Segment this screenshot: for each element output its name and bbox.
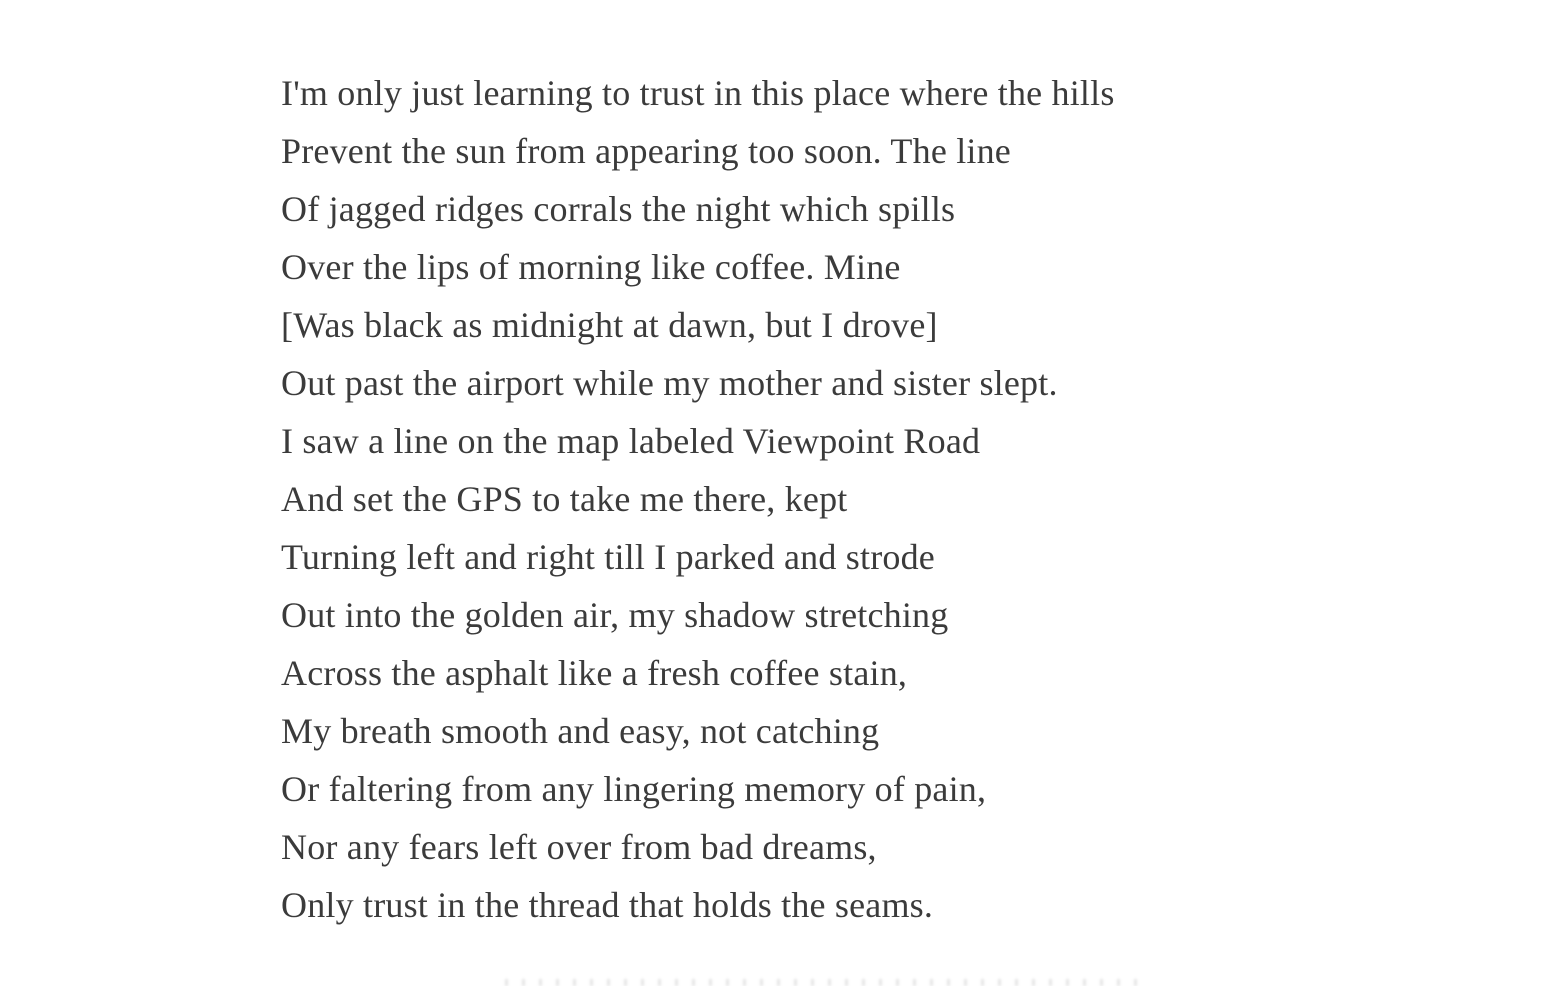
poem-line: Across the asphalt like a fresh coffee stain, [281,653,908,693]
poem-line: My breath smooth and easy, not catching [281,711,880,751]
clipped-next-line-fragment [505,979,1145,986]
poem-line: Or faltering from any lingering memory of pain, [281,769,987,809]
poem-line: Out into the golden air, my shadow stretching [281,595,949,635]
poem-line: I saw a line on the map labeled Viewpoint Road [281,421,981,461]
poem-line: Over the lips of morning like coffee. Mine [281,247,901,287]
poem-line: Only trust in the thread that holds the seams. [281,885,934,925]
poem-line: [Was black as midnight at dawn, but I drove] [281,305,938,345]
poem-line: Prevent the sun from appearing too soon. The line [281,131,1011,171]
poem-line: I'm only just learning to trust in this place where the hills [281,73,1115,113]
poem-line: Of jagged ridges corrals the night which spills [281,189,956,229]
poem-line: Nor any fears left over from bad dreams, [281,827,877,867]
poem-text-block [281,64,1321,934]
poem-line: Turning left and right till I parked and strode [281,537,935,577]
poem-line: Out past the airport while my mother and sister slept. [281,363,1058,403]
poem-line: And set the GPS to take me there, kept [281,479,848,519]
